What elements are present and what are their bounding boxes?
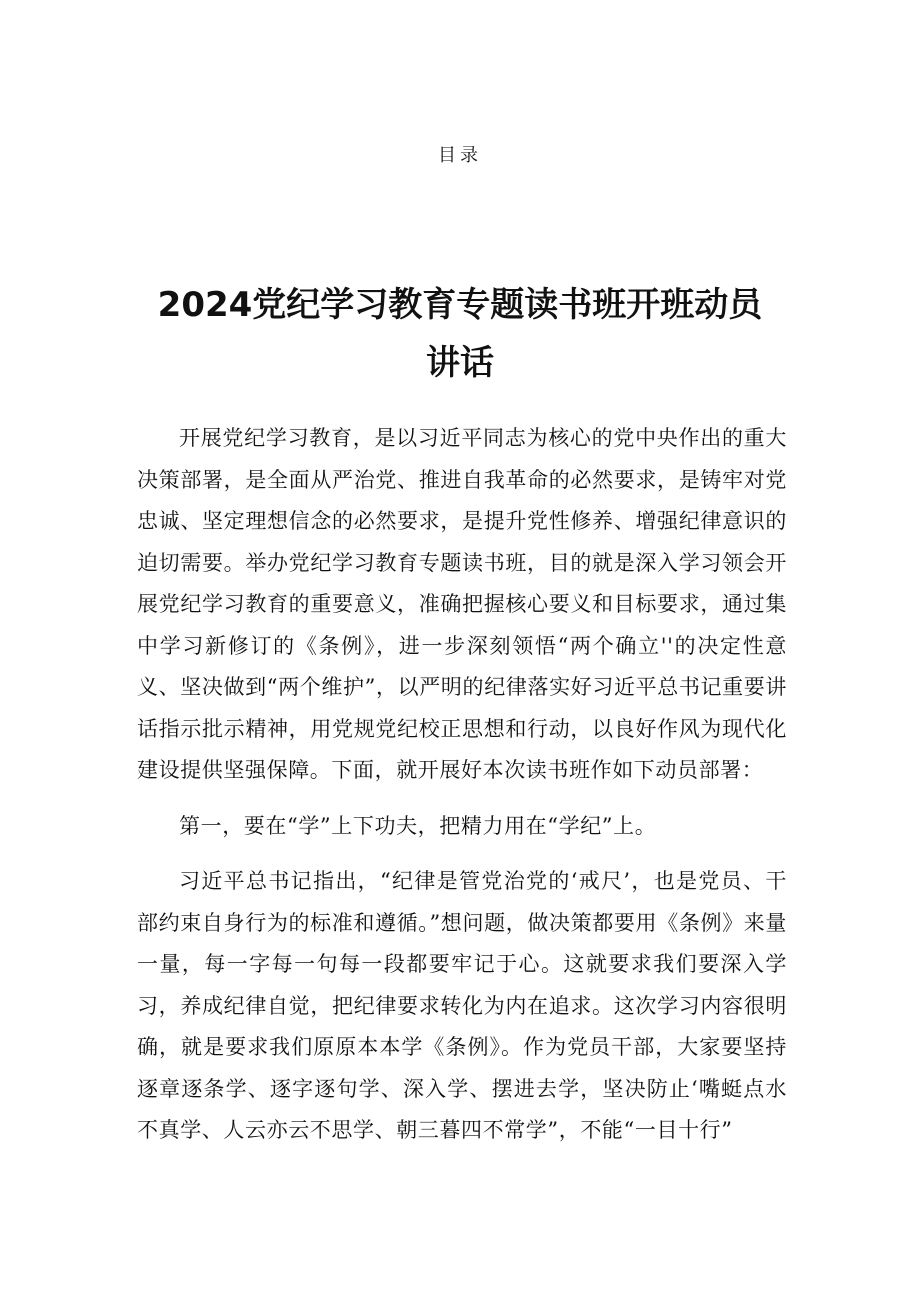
paragraph-intro: 开展党纪学习教育，是以习近平同志为核心的党中央作出的重大决策部署，是全面从严治党、推进自我革命的必然要求，是铸牢对党忠诚、坚定理想信念的必然要求，是提升党性修养、增强纪律意识的迫切需要。举办党纪学习教育专题读书班，目的就是深入学习领会开展党纪学习教育的重要意义，准确把握核心要义和目标要求，通过集中学习新修订的《条例》，进一步深刻领悟“两个确立''的决定性意义、坚决做到“两个维护”，以严明的纪律落实好习近平总书记重要讲话指示批示精神，用党规党纪校正思想和行动，以良好作风为现代化建设提供坚强保障。下面，就开展好本次读书班作如下动员部署：: [137, 426, 787, 782]
document-title: 2024党纪学习教育专题读书班开班动员讲话: [157, 285, 763, 383]
paragraph-section-body: 习近平总书记指出，“纪律是管党治党的‘戒尺’，也是党员、干部约束自身行为的标准和遵循。”想问题，做决策都要用《条例》来量一量，每一字每一句每一段都要牢记于心。这就要求我们要深入学习，养成纪律自觉，把纪律要求转化为内在追求。这次学习内容很明确，就是要求我们原原本本学《条例》。作为党员干部，大家要坚持逐章逐条学、逐字逐句学、深入学、摆进去学，坚决防止‘嘴蜓点水不真学、人云亦云不思学、朝三暮四不常学”，不能“一目十行”: [137, 869, 787, 1142]
paragraph-section-heading: 第一，要在“学”上下功夫，把精力用在“学纪”上。: [179, 813, 657, 838]
table-of-contents-label: 目录: [438, 145, 482, 166]
document-body: [137, 418, 787, 1152]
